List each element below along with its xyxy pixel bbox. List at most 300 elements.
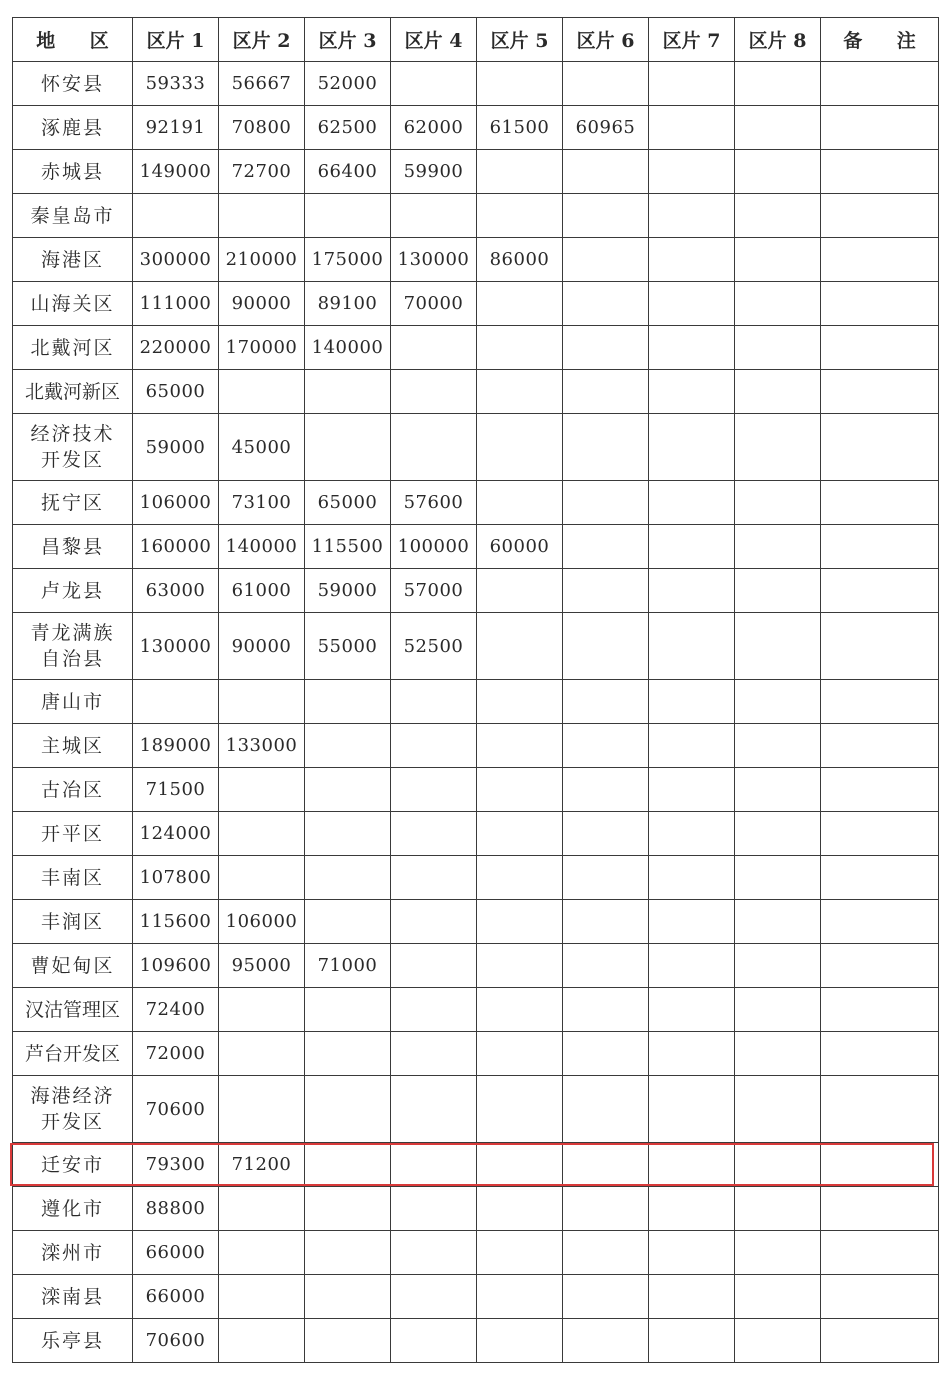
zone-2-value [219, 1319, 305, 1363]
zone-5-value [477, 1143, 563, 1187]
zone-2-value: 170000 [219, 326, 305, 370]
note-cell [821, 194, 939, 238]
zone-1-value: 88800 [133, 1187, 219, 1231]
zone-8-value [735, 680, 821, 724]
zone-6-value [563, 62, 649, 106]
zone-2-value: 210000 [219, 238, 305, 282]
zone-2-value [219, 856, 305, 900]
zone-4-value: 130000 [391, 238, 477, 282]
note-cell [821, 62, 939, 106]
table-row [13, 768, 939, 812]
region-label: 古冶区 [40, 778, 104, 801]
table-row-highlighted [13, 1143, 939, 1187]
zone-2-value [219, 1275, 305, 1319]
zone-8-value [735, 326, 821, 370]
note-cell [821, 1032, 939, 1076]
zone-4-value [391, 1319, 477, 1363]
zone-2-value [219, 1231, 305, 1275]
zone-1-value: 160000 [133, 525, 219, 569]
zone-3-value: 62500 [305, 106, 391, 150]
zone-3-value [305, 812, 391, 856]
zone-8-value [735, 194, 821, 238]
zone-7-value [649, 414, 735, 481]
zone-5-value [477, 326, 563, 370]
zone-4-value [391, 1275, 477, 1319]
zone-3-value: 71000 [305, 944, 391, 988]
zone-5-value [477, 569, 563, 613]
zone-6-value [563, 1143, 649, 1187]
note-cell [821, 1275, 939, 1319]
zone-1-value: 111000 [133, 282, 219, 326]
zone-5-value [477, 282, 563, 326]
zone-1-value [133, 680, 219, 724]
region-label: 汉沽管理区 [24, 998, 120, 1021]
region-cell [13, 856, 133, 900]
note-cell [821, 569, 939, 613]
zone-6-value [563, 988, 649, 1032]
zone-4-value [391, 1143, 477, 1187]
zone-2-value [219, 768, 305, 812]
region-cell [13, 1187, 133, 1231]
zone-1-value: 220000 [133, 326, 219, 370]
zone-7-value [649, 326, 735, 370]
header-zone-4: 区片 4 [391, 18, 477, 62]
zone-6-value [563, 812, 649, 856]
zone-1-value: 300000 [133, 238, 219, 282]
zone-3-value: 89100 [305, 282, 391, 326]
zone-1-value: 70600 [133, 1076, 219, 1143]
zone-4-value: 57000 [391, 569, 477, 613]
zone-7-value [649, 1231, 735, 1275]
zone-7-value [649, 1032, 735, 1076]
note-cell [821, 1319, 939, 1363]
zone-8-value [735, 1076, 821, 1143]
region-cell [13, 1032, 133, 1076]
zone-3-value [305, 988, 391, 1032]
region-label: 昌黎县 [40, 535, 104, 558]
zone-3-value: 175000 [305, 238, 391, 282]
zone-7-value [649, 812, 735, 856]
note-cell [821, 944, 939, 988]
region-cell [13, 988, 133, 1032]
note-cell [821, 414, 939, 481]
region-label: 自治县 [40, 648, 104, 670]
zone-4-value: 57600 [391, 481, 477, 525]
zone-8-value [735, 1319, 821, 1363]
zone-4-value [391, 326, 477, 370]
zone-3-value: 65000 [305, 481, 391, 525]
zone-2-value: 73100 [219, 481, 305, 525]
zone-4-value [391, 194, 477, 238]
zone-7-value [649, 282, 735, 326]
table-row [13, 613, 939, 680]
zone-2-value [219, 988, 305, 1032]
note-cell [821, 525, 939, 569]
zone-8-value [735, 62, 821, 106]
zone-1-value: 72000 [133, 1032, 219, 1076]
zone-7-value [649, 988, 735, 1032]
zone-1-value: 72400 [133, 988, 219, 1032]
table-row [13, 525, 939, 569]
table-row [13, 282, 939, 326]
zone-1-value [133, 194, 219, 238]
zone-5-value [477, 370, 563, 414]
zone-7-value [649, 1275, 735, 1319]
table-row [13, 944, 939, 988]
zone-8-value [735, 370, 821, 414]
table-row [13, 900, 939, 944]
region-cell [13, 62, 133, 106]
zone-5-value [477, 481, 563, 525]
table-row [13, 569, 939, 613]
zone-4-value [391, 1032, 477, 1076]
zone-8-value [735, 525, 821, 569]
zone-7-value [649, 194, 735, 238]
zone-1-value: 92191 [133, 106, 219, 150]
region-label: 开发区 [40, 1111, 104, 1133]
zone-5-value: 86000 [477, 238, 563, 282]
table-row [13, 1319, 939, 1363]
zone-1-value: 59333 [133, 62, 219, 106]
table-row [13, 194, 939, 238]
zone-5-value [477, 856, 563, 900]
region-label: 海港区 [40, 248, 104, 271]
zone-7-value [649, 481, 735, 525]
zone-4-value [391, 900, 477, 944]
zone-2-value: 95000 [219, 944, 305, 988]
zone-2-value [219, 1076, 305, 1143]
zone-3-value: 140000 [305, 326, 391, 370]
note-cell [821, 1231, 939, 1275]
table-row [13, 106, 939, 150]
zone-6-value [563, 326, 649, 370]
table-row [13, 856, 939, 900]
zone-8-value [735, 481, 821, 525]
zone-1-value: 59000 [133, 414, 219, 481]
zone-5-value [477, 900, 563, 944]
note-cell [821, 724, 939, 768]
header-zone-6: 区片 6 [563, 18, 649, 62]
region-cell [13, 326, 133, 370]
note-cell [821, 613, 939, 680]
zone-5-value [477, 1076, 563, 1143]
zone-1-value: 107800 [133, 856, 219, 900]
zone-4-value [391, 988, 477, 1032]
zone-7-value [649, 370, 735, 414]
zone-3-value [305, 768, 391, 812]
region-label: 涿鹿县 [40, 116, 104, 139]
region-cell [13, 900, 133, 944]
zone-1-value: 130000 [133, 613, 219, 680]
zone-4-value [391, 1076, 477, 1143]
zone-6-value [563, 1231, 649, 1275]
zone-8-value [735, 856, 821, 900]
zone-4-value: 62000 [391, 106, 477, 150]
zone-8-value [735, 1143, 821, 1187]
zone-5-value [477, 613, 563, 680]
zone-2-value [219, 370, 305, 414]
zone-5-value [477, 1187, 563, 1231]
zone-4-value: 59900 [391, 150, 477, 194]
zone-3-value [305, 194, 391, 238]
region-label: 卢龙县 [40, 579, 104, 602]
table-row [13, 1032, 939, 1076]
zone-8-value [735, 1032, 821, 1076]
zone-1-value: 109600 [133, 944, 219, 988]
region-cell [13, 525, 133, 569]
zone-1-value: 66000 [133, 1275, 219, 1319]
zone-4-value [391, 1231, 477, 1275]
zone-8-value [735, 238, 821, 282]
zone-1-value: 65000 [133, 370, 219, 414]
region-label: 滦南县 [40, 1285, 104, 1308]
zone-6-value [563, 1076, 649, 1143]
region-label: 北戴河新区 [24, 380, 120, 403]
zone-6-value [563, 481, 649, 525]
region-cell [13, 569, 133, 613]
table-row [13, 414, 939, 481]
land-price-table [12, 17, 939, 1363]
zone-7-value [649, 944, 735, 988]
note-cell [821, 680, 939, 724]
zone-5-value [477, 1032, 563, 1076]
zone-5-value: 61500 [477, 106, 563, 150]
header-zone-5: 区片 5 [477, 18, 563, 62]
note-cell [821, 988, 939, 1032]
zone-7-value [649, 768, 735, 812]
zone-8-value [735, 150, 821, 194]
zone-2-value: 90000 [219, 282, 305, 326]
zone-8-value [735, 900, 821, 944]
zone-1-value: 124000 [133, 812, 219, 856]
region-cell [13, 370, 133, 414]
region-label: 丰南区 [40, 866, 104, 889]
zone-4-value [391, 944, 477, 988]
zone-6-value [563, 1187, 649, 1231]
zone-8-value [735, 1275, 821, 1319]
zone-5-value [477, 724, 563, 768]
zone-6-value [563, 944, 649, 988]
zone-6-value [563, 282, 649, 326]
header-row [13, 18, 939, 62]
zone-7-value [649, 1319, 735, 1363]
table-row [13, 1231, 939, 1275]
zone-1-value: 63000 [133, 569, 219, 613]
region-label: 山海关区 [30, 292, 115, 315]
header-zone-3: 区片 3 [305, 18, 391, 62]
zone-5-value [477, 768, 563, 812]
note-cell [821, 1076, 939, 1143]
header-region: 地 区 [13, 18, 133, 62]
region-label: 开平区 [40, 822, 104, 845]
zone-3-value: 66400 [305, 150, 391, 194]
zone-6-value [563, 768, 649, 812]
table-row [13, 481, 939, 525]
zone-1-value: 71500 [133, 768, 219, 812]
table-row [13, 1275, 939, 1319]
table-row [13, 150, 939, 194]
zone-3-value: 55000 [305, 613, 391, 680]
region-label: 滦州市 [40, 1241, 104, 1264]
note-cell [821, 768, 939, 812]
zone-5-value [477, 194, 563, 238]
header-note: 备 注 [821, 18, 939, 62]
note-cell [821, 1187, 939, 1231]
zone-4-value [391, 724, 477, 768]
region-cell [13, 1143, 133, 1187]
zone-2-value: 45000 [219, 414, 305, 481]
note-cell [821, 326, 939, 370]
zone-5-value [477, 812, 563, 856]
table-row [13, 1187, 939, 1231]
zone-8-value [735, 1231, 821, 1275]
region-cell [13, 768, 133, 812]
region-label: 经济技术 [30, 423, 115, 445]
zone-4-value [391, 414, 477, 481]
zone-7-value [649, 1143, 735, 1187]
region-cell [13, 1231, 133, 1275]
table-row [13, 370, 939, 414]
zone-8-value [735, 724, 821, 768]
table-row [13, 238, 939, 282]
land-price-table-container [12, 17, 938, 1363]
note-cell [821, 370, 939, 414]
note-cell [821, 150, 939, 194]
zone-7-value [649, 150, 735, 194]
region-label: 开发区 [40, 449, 104, 471]
zone-7-value [649, 1076, 735, 1143]
note-cell [821, 282, 939, 326]
zone-6-value [563, 856, 649, 900]
region-cell [13, 1076, 133, 1143]
table-row [13, 326, 939, 370]
region-cell [13, 724, 133, 768]
zone-2-value: 61000 [219, 569, 305, 613]
zone-4-value [391, 1187, 477, 1231]
zone-7-value [649, 680, 735, 724]
zone-4-value [391, 370, 477, 414]
zone-7-value [649, 613, 735, 680]
zone-3-value [305, 724, 391, 768]
zone-7-value [649, 900, 735, 944]
zone-3-value [305, 1187, 391, 1231]
region-cell [13, 150, 133, 194]
zone-5-value [477, 1275, 563, 1319]
region-label: 芦台开发区 [24, 1042, 120, 1065]
zone-6-value [563, 680, 649, 724]
zone-2-value: 140000 [219, 525, 305, 569]
zone-1-value: 149000 [133, 150, 219, 194]
zone-6-value [563, 238, 649, 282]
zone-8-value [735, 1187, 821, 1231]
region-label: 北戴河区 [30, 336, 115, 359]
zone-7-value [649, 525, 735, 569]
zone-8-value [735, 106, 821, 150]
region-label: 怀安县 [40, 72, 104, 95]
zone-2-value: 72700 [219, 150, 305, 194]
zone-2-value: 90000 [219, 613, 305, 680]
zone-7-value [649, 724, 735, 768]
zone-5-value [477, 150, 563, 194]
zone-4-value: 52500 [391, 613, 477, 680]
zone-2-value [219, 812, 305, 856]
zone-6-value [563, 900, 649, 944]
table-header [13, 18, 939, 62]
zone-1-value: 66000 [133, 1231, 219, 1275]
note-cell [821, 1143, 939, 1187]
region-cell [13, 680, 133, 724]
zone-5-value: 60000 [477, 525, 563, 569]
zone-3-value: 59000 [305, 569, 391, 613]
zone-5-value [477, 680, 563, 724]
table-body [13, 62, 939, 1363]
zone-8-value [735, 414, 821, 481]
zone-6-value [563, 1275, 649, 1319]
region-label: 唐山市 [40, 690, 104, 713]
header-zone-8: 区片 8 [735, 18, 821, 62]
zone-2-value [219, 1032, 305, 1076]
zone-3-value [305, 856, 391, 900]
zone-5-value [477, 62, 563, 106]
table-row [13, 1076, 939, 1143]
note-cell [821, 900, 939, 944]
region-label: 迁安市 [40, 1153, 104, 1176]
region-label: 海港经济 [30, 1085, 115, 1107]
note-cell [821, 812, 939, 856]
zone-6-value [563, 414, 649, 481]
zone-7-value [649, 569, 735, 613]
zone-6-value [563, 724, 649, 768]
region-cell [13, 944, 133, 988]
zone-4-value [391, 768, 477, 812]
zone-3-value [305, 1231, 391, 1275]
region-cell [13, 194, 133, 238]
region-label: 赤城县 [40, 160, 104, 183]
zone-1-value: 106000 [133, 481, 219, 525]
region-cell [13, 1275, 133, 1319]
table-row [13, 812, 939, 856]
zone-4-value [391, 680, 477, 724]
zone-5-value [477, 1319, 563, 1363]
region-cell [13, 414, 133, 481]
zone-7-value [649, 1187, 735, 1231]
header-zone-7: 区片 7 [649, 18, 735, 62]
note-cell [821, 238, 939, 282]
zone-4-value: 100000 [391, 525, 477, 569]
zone-3-value [305, 1143, 391, 1187]
zone-2-value: 133000 [219, 724, 305, 768]
zone-5-value [477, 1231, 563, 1275]
region-label: 丰润区 [40, 910, 104, 933]
table-row [13, 62, 939, 106]
zone-4-value [391, 856, 477, 900]
region-label: 抚宁区 [40, 491, 104, 514]
zone-7-value [649, 856, 735, 900]
zone-1-value: 115600 [133, 900, 219, 944]
zone-4-value: 70000 [391, 282, 477, 326]
zone-2-value: 56667 [219, 62, 305, 106]
region-cell [13, 481, 133, 525]
zone-3-value: 52000 [305, 62, 391, 106]
zone-3-value [305, 900, 391, 944]
note-cell [821, 106, 939, 150]
zone-5-value [477, 944, 563, 988]
region-cell [13, 106, 133, 150]
zone-4-value [391, 62, 477, 106]
zone-6-value: 60965 [563, 106, 649, 150]
zone-8-value [735, 812, 821, 856]
zone-6-value [563, 194, 649, 238]
